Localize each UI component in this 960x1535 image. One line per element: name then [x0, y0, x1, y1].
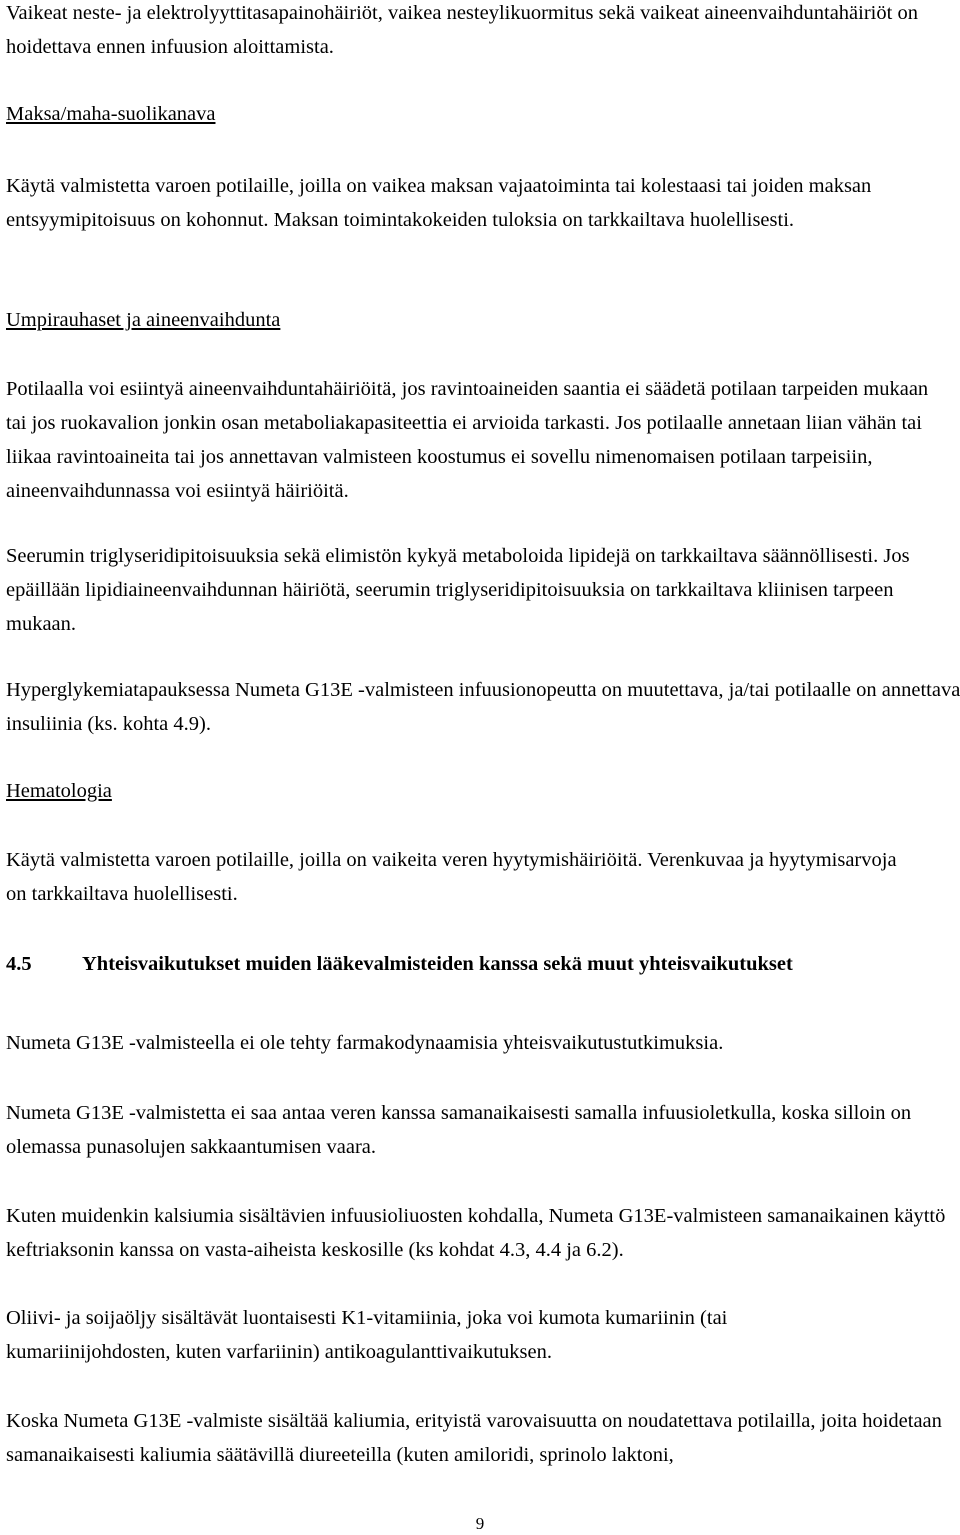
- paragraph-hyperglycemia: Hyperglykemiatapauksessa Numeta G13E -valmisteen infuusionopeutta on muutettava, ja/tai potilaalle on annettava insuliinia (ks. kohta 4.9).: [6, 679, 960, 735]
- paragraph-electrolyte-disorders: Vaikeat neste- ja elektrolyyttitasapainohäiriöt, vaikea nesteylikuormitus sekä vaikeat aineenvaihduntahäiriöt on hoidettava ennen infuusion aloittamista.: [6, 2, 918, 58]
- section-title: Yhteisvaikutukset muiden lääkevalmisteiden kanssa sekä muut yhteisvaikutukset: [82, 953, 793, 975]
- paragraph-coagulation: Käytä valmistetta varoen potilaille, joilla on vaikeita veren hyytymishäiriöitä. Verenkuvaa ja hyytymisarvoja on tarkkailtava huolellisesti.: [6, 849, 897, 905]
- paragraph-no-interaction-studies: Numeta G13E -valmisteella ei ole tehty farmakodynaamisia yhteisvaikutustutkimuksia.: [6, 1032, 724, 1054]
- subheading-hematology: Hematologia: [6, 780, 112, 802]
- subheading-liver-gi: Maksa/maha-suolikanava: [6, 103, 216, 125]
- section-heading-4-5: [6, 947, 956, 981]
- paragraph-vitamin-k: Oliivi- ja soijaöljy sisältävät luontaisesti K1-vitamiinia, joka voi kumota kumariinin (tai kumariinijohdosten, kuten varfariinin) antikoagulanttivaikutuksen.: [6, 1307, 728, 1363]
- paragraph-metabolic-disorders: Potilaalla voi esiintyä aineenvaihduntahäiriöitä, jos ravintoaineiden saantia ei säädetä potilaan tarpeiden mukaan tai jos ruokavalion jonkin osan metaboliakapasiteettia ei arvioida tarkasti. Jos potilaalle annetaan liian vähän tai liikaa ravintoaineita tai jos annettavan valmisteen koostumus ei sovellu nimenomaisen potilaan tarpeisiin, aineenvaihdunnassa voi esiintyä häiriöitä.: [6, 378, 929, 502]
- paragraph-potassium: Koska Numeta G13E -valmiste sisältää kaliumia, erityistä varovaisuutta on noudatettava potilailla, joita hoidetaan samanaikaisesti kaliumia säätävillä diureeteilla (kuten amiloridi, sprinolo laktoni,: [6, 1410, 942, 1466]
- paragraph-blood-administration: Numeta G13E -valmistetta ei saa antaa veren kanssa samanaikaisesti samalla infuusioletkulla, koska silloin on olemassa punasolujen sakkaantumisen vaara.: [6, 1102, 912, 1158]
- page-number: 9: [475, 1514, 485, 1533]
- paragraph-liver-caution: Käytä valmistetta varoen potilaille, joilla on vaikea maksan vajaatoiminta tai kolestaasi tai joiden maksan entsyymipitoisuus on kohonnut. Maksan toimintakokeiden tuloksia on tarkkailtava huolellisesti.: [6, 175, 872, 231]
- paragraph-ceftriaxone: Kuten muidenkin kalsiumia sisältävien infuusioliuosten kohdalla, Numeta G13E-valmisteen samanaikainen käyttö keftriaksonin kanssa on vasta-aiheista keskosille (ks kohdat 4.3, 4.4 ja 6.2).: [6, 1205, 946, 1261]
- subheading-endocrine-metabolism: Umpirauhaset ja aineenvaihdunta: [6, 309, 281, 331]
- section-number: 4.5: [6, 953, 32, 975]
- paragraph-triglyceride-monitoring: Seerumin triglyseridipitoisuuksia sekä elimistön kykyä metaboloida lipidejä on tarkkailtava säännöllisesti. Jos epäillään lipidiaineenvaihdunnan häiriötä, seerumin triglyseridipitoisuuksia on tarkkailtava kliinisen tarpeen mukaan.: [6, 545, 910, 635]
